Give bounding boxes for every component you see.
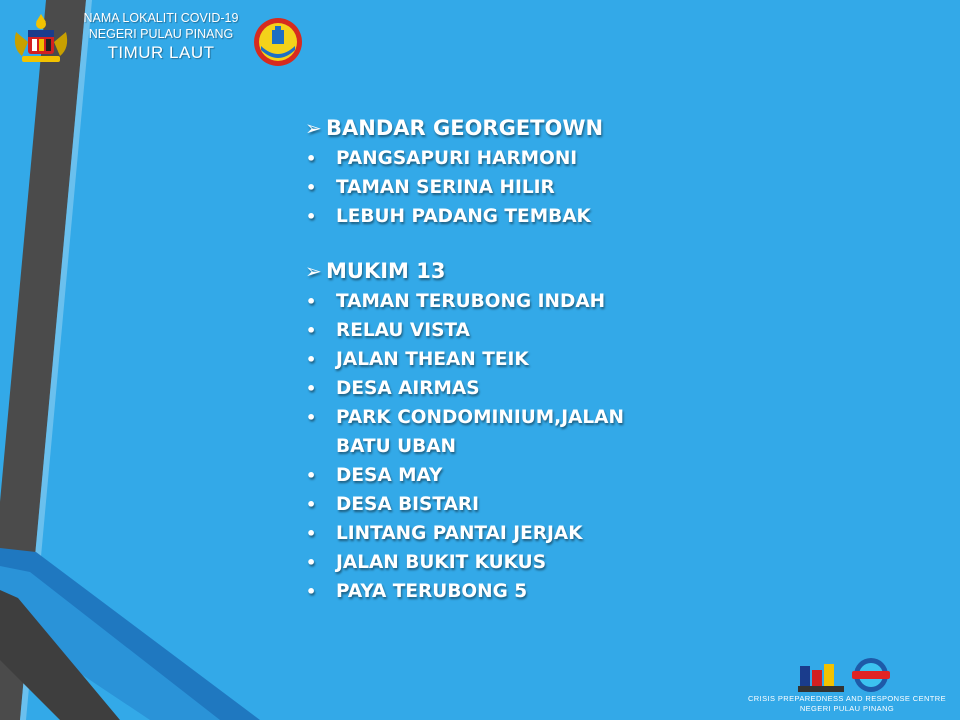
bullet-icon: • — [306, 408, 317, 427]
bullet-icon: • — [306, 149, 317, 168]
bullet-icon: • — [306, 292, 317, 311]
section-title — [305, 112, 685, 144]
list-item-text: TAMAN TERUBONG INDAH — [336, 291, 606, 312]
list-item — [305, 461, 685, 490]
list-item — [305, 202, 685, 231]
header-line-1: NAMA LOKALITI COVID-19 — [83, 11, 239, 25]
bullet-icon: • — [306, 553, 317, 572]
header-title-block — [72, 10, 250, 64]
section-bandar-georgetown — [305, 112, 685, 231]
malaysia-coat-of-arms-icon — [8, 12, 74, 68]
arrow-icon: ➢ — [305, 259, 322, 283]
bullet-icon: • — [306, 495, 317, 514]
section-title-text: MUKIM 13 — [326, 259, 446, 283]
footer-organisation — [730, 694, 960, 714]
arrow-icon: ➢ — [305, 116, 322, 140]
list-item — [305, 548, 685, 577]
bullet-icon: • — [306, 379, 317, 398]
bullet-icon: • — [306, 350, 317, 369]
list-item — [305, 403, 685, 461]
list-item — [305, 345, 685, 374]
section-title — [305, 255, 685, 287]
list-item-text: JALAN BUKIT KUKUS — [336, 552, 547, 573]
bullet-icon: • — [306, 178, 317, 197]
penang-state-emblem-icon — [252, 16, 304, 68]
list-item-text: TAMAN SERINA HILIR — [336, 177, 555, 198]
list-item — [305, 173, 685, 202]
bullet-icon: • — [306, 207, 317, 226]
list-item — [305, 374, 685, 403]
bullet-icon: • — [306, 582, 317, 601]
list-item-text: DESA BISTARI — [336, 494, 480, 515]
header-district: TIMUR LAUT — [107, 43, 215, 62]
list-item-text: LEBUH PADANG TEMBAK — [336, 206, 591, 227]
section-mukim-13 — [305, 255, 685, 606]
list-item-text: JALAN THEAN TEIK — [336, 349, 529, 370]
footer-line-2: NEGERI PULAU PINANG — [799, 704, 895, 713]
bullet-icon: • — [306, 524, 317, 543]
list-item — [305, 519, 685, 548]
list-item-text: PAYA TERUBONG 5 — [336, 581, 528, 602]
cprc-logo-icon — [796, 660, 846, 694]
list-item — [305, 316, 685, 345]
list-item-text: DESA AIRMAS — [336, 378, 480, 399]
list-item — [305, 490, 685, 519]
locality-list — [305, 112, 685, 606]
list-item-text: LINTANG PANTAI JERJAK — [336, 523, 583, 544]
header-line-2: NEGERI PULAU PINANG — [88, 27, 234, 41]
bullet-icon: • — [306, 321, 317, 340]
list-item-text: RELAU VISTA — [336, 320, 470, 341]
list-item — [305, 144, 685, 173]
list-item-text: PANGSAPURI HARMONI — [336, 148, 578, 169]
footer-line-1: CRISIS PREPAREDNESS AND RESPONSE CENTRE — [747, 694, 946, 703]
section-title-text: BANDAR GEORGETOWN — [326, 116, 604, 140]
list-item — [305, 577, 685, 606]
kempen-covid-logo-icon — [850, 656, 892, 694]
section-spacer — [305, 231, 685, 255]
bullet-icon: • — [306, 466, 317, 485]
list-item — [305, 287, 685, 316]
list-item-text: PARK CONDOMINIUM,JALAN BATU UBAN — [336, 407, 624, 457]
list-item-text: DESA MAY — [336, 465, 443, 486]
